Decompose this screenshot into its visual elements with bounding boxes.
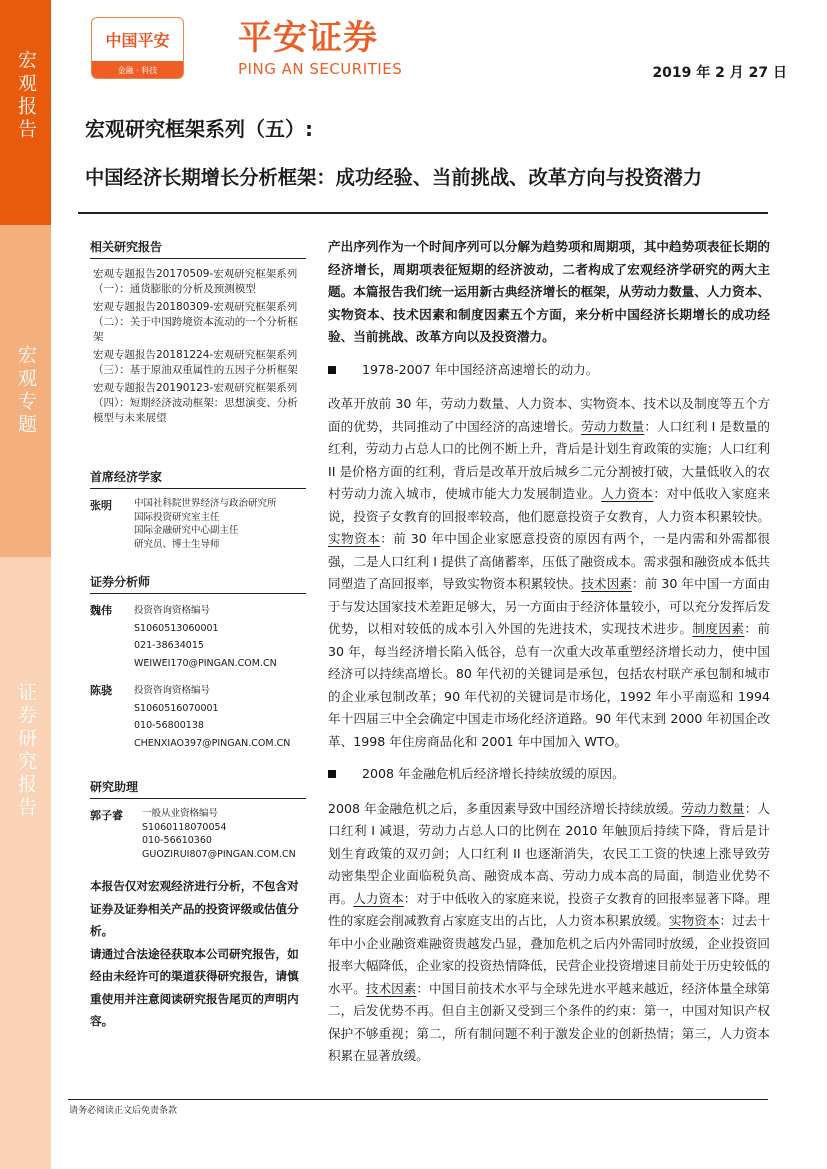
keyword-underlined: 技术因素 bbox=[365, 980, 417, 996]
body-text: ：中国目前技术水平与全球先进水平越来越近，经济体量全球第二，后发优势不再。但自主创新又受到三个条件的约束：第一，中国对知识产权保护不够重视；第二，所有制问题不利于激发企业的创新热情；第三，人力资本积累在显著放缓。 bbox=[328, 980, 771, 1063]
person-name: 郭子睿 bbox=[90, 809, 123, 822]
assistant-email[interactable]: GUOZIRUI807@PINGAN.COM.CN bbox=[142, 848, 296, 860]
sidebar-label: 证券研究报告 bbox=[15, 682, 37, 820]
person-name: 陈骁 bbox=[90, 684, 112, 697]
summary-lead: 产出序列作为一个时间序列可以分解为趋势项和周期项，其中趋势项表征长期的经济增长，周期项表征短期的经济波动，二者构成了宏观经济学研究的两大主题。本篇报告我们统一运用新古典经济增长的框架，从劳动力数量、人力资本、实物资本、技术因素和制度因素五个方面，来分析中国经济长期增长的成功经验、当前挑战、改革方向以及投资潜力。 bbox=[328, 239, 770, 344]
footer-divider bbox=[68, 1099, 768, 1100]
sidebar-band-securities-report bbox=[0, 557, 51, 1169]
chief-economist bbox=[90, 497, 306, 551]
person-info: 021-38634015 bbox=[134, 640, 204, 651]
body-text: 改革开放前 30 年，劳动力数量、人力资本、实物资本、技术以及制度等五个方面的优势，共同推动了中国经济的高速增长。 bbox=[328, 396, 770, 434]
person-info: 投资咨询资格编号 bbox=[134, 605, 211, 616]
section-heading-text: 2008 年金融危机后经济增长持续放缓的原因。 bbox=[362, 766, 625, 781]
logo-text-cn: 平安证券 bbox=[238, 18, 378, 58]
section-heading bbox=[328, 359, 770, 382]
person-info: S1060513060001 bbox=[134, 622, 219, 634]
main-body bbox=[328, 236, 770, 1078]
section-heading bbox=[328, 763, 770, 786]
person-info: S1060516070001 bbox=[134, 702, 219, 714]
related-reports-heading: 相关研究报告 bbox=[90, 238, 306, 259]
chief-economist-heading: 首席经济学家 bbox=[90, 468, 306, 489]
body-text: ：前 30 年中国企业家愿意投资的原因有两个，一是内需和外需都很强，二是人口红利 I 提供了高储蓄率，压低了融资成本。需求强和融资成本低共同塑造了高回报率，导致实物资本积累较快。 bbox=[328, 531, 770, 591]
keyword-underlined: 人力资本 bbox=[601, 486, 654, 501]
body-text: ：过去十年中小企业融资难融资贵越发凸显，叠加危机之后内外需同时放缓，企业投资回报率大幅降低，企业家的投资热情降低，民营企业投资增速目前处于历史较低的水平。 bbox=[328, 913, 771, 996]
sidebar-label: 宏观报告 bbox=[15, 50, 37, 142]
related-report-link[interactable]: 宏观专题报告20181224-宏观研究框架系列（三）：基于原油双重属性的五因子分析框架 bbox=[93, 349, 298, 376]
keyword-underlined: 实物资本 bbox=[328, 531, 381, 546]
disclaimer-notice bbox=[90, 875, 306, 1033]
notice-text: 本报告仅对宏观经济进行分析，不包含对证券及证券相关产品的投资评级或估值分析。 bbox=[90, 879, 299, 938]
body-text: 2008 年金融危机之后，多重因素导致中国经济增长持续放缓。 bbox=[328, 800, 682, 816]
body-text: ：前 30 年，每当经济增长陷入低谷，总有一次重大改革重塑经济增长动力，使中国经济可以持续高增长。80 年代初的关键词是承包，包括农村联产承包制和城市的企业承包制改革；90 年代初的关键词是市场化，1992 年小平南巡和 1994 年十四届三中全会确定中国走市场化经济道路。90 年代末到 2000 年初国企改革、1998 年住房商品化和 2001 年中国加入 WTO。 bbox=[328, 621, 771, 749]
logo-text-en: PING AN SECURITIES bbox=[238, 60, 403, 78]
research-assistant-heading: 研究助理 bbox=[90, 778, 306, 799]
body-paragraph bbox=[328, 798, 770, 1068]
ping-an-logo bbox=[91, 17, 184, 79]
report-title: 中国经济长期增长分析框架：成功经验、当前挑战、改革方向与投资潜力 bbox=[85, 166, 702, 189]
person-info: 中国社科院世界经济与政治研究所 bbox=[134, 498, 277, 509]
report-series-title: 宏观研究框架系列（五）: bbox=[85, 117, 313, 141]
keyword-underlined: 实物资本 bbox=[669, 913, 720, 928]
logo-text: 中国平安 bbox=[105, 31, 170, 50]
keyword-underlined: 劳动力数量 bbox=[681, 800, 745, 816]
body-text: ：人口红利 I 是数量的红利，劳动力占总人口的比例不断上升，背后是计划生育政策的实施；人口红利 II 是价格方面的红利，背后是改革开放后城乡二元分割被打破，大量低收入的农村劳动力流入城市，使城市能大力发展制造业。 bbox=[328, 418, 770, 501]
bullet-square-icon bbox=[328, 366, 336, 374]
related-reports-list bbox=[90, 267, 306, 426]
keyword-underlined: 制度因素 bbox=[692, 621, 745, 636]
body-text: ：前 30 年中国一方面由于与发达国家技术差距足够大，另一方面由于经济体量较小，可以充分发挥后发优势，以相对较低的成本引入外国的先进技术，实现技术进步。 bbox=[328, 576, 770, 636]
keyword-underlined: 劳动力数量 bbox=[581, 418, 645, 434]
ping-an-securities-logo bbox=[238, 18, 402, 78]
body-text: ：对于中低收入的家庭来说，投资子女教育的回报率显著下降。理性的家庭会削减教育占家庭支出的占比，人力资本积累放缓。 bbox=[328, 890, 771, 928]
research-assistant bbox=[90, 807, 306, 861]
bullet-square-icon bbox=[328, 770, 336, 778]
body-text: ：人口红利 I 减退，劳动力占总人口的比例在 2010 年触顶后持续下降，背后是计划生育政策的双刃剑；人口红利 II 也逐渐消失，农民工工资的快速上涨导致劳动密集型企业面临税负高、融资成本高、劳动力成本高的局面，制造业优势不再。 bbox=[328, 800, 771, 906]
person-info: S1060118070054 bbox=[142, 821, 227, 833]
left-column bbox=[90, 238, 306, 1033]
logo-tagline: 金融 · 科技 bbox=[92, 61, 183, 79]
sidebar-band-macro-topic bbox=[0, 225, 51, 557]
related-report-link[interactable]: 宏观专题报告20170509-宏观研究框架系列（一）：通货膨胀的分析及预测模型 bbox=[93, 268, 298, 295]
person-info: 010-56800138 bbox=[134, 720, 204, 731]
related-report-link[interactable]: 宏观专题报告20190123-宏观研究框架系列（四）：短期经济波动框架：思想演变、分析模型与未来展望 bbox=[93, 382, 298, 424]
person-name: 张明 bbox=[90, 499, 112, 512]
keyword-underlined: 人力资本 bbox=[353, 890, 404, 906]
analysts-heading: 证券分析师 bbox=[90, 573, 306, 594]
body-paragraph bbox=[328, 393, 770, 753]
analyst-email[interactable]: CHENXIAO397@PINGAN.COM.CN bbox=[134, 737, 291, 749]
person-info: 国际金融研究中心副主任 bbox=[134, 525, 239, 536]
person-info: 研究员、博士生导师 bbox=[134, 538, 220, 550]
sidebar-label: 宏观专题 bbox=[15, 345, 37, 437]
report-date: 2019 年 2 月 27 日 bbox=[652, 65, 787, 81]
footer-disclaimer: 请务必阅读正文后免责条款 bbox=[69, 1106, 178, 1116]
notice-text: 请通过合法途径获取本公司研究报告，如经由未经许可的渠道获得研究报告，请慎重使用并注意阅读研究报告尾页的声明内容。 bbox=[90, 946, 299, 1028]
body-text: ：对中低收入家庭来说，投资子女教育的回报率较高，他们愿意投资子女教育，人力资本积累较快。 bbox=[328, 486, 771, 524]
person-info: 一般从业资格编号 bbox=[142, 808, 219, 819]
person-name: 魏伟 bbox=[90, 604, 112, 617]
section-heading-text: 1978-2007 年中国经济高速增长的动力。 bbox=[362, 361, 599, 377]
analyst bbox=[90, 682, 306, 752]
person-info: 国际投资研究室主任 bbox=[134, 511, 220, 523]
title-divider bbox=[78, 212, 768, 214]
analyst bbox=[90, 602, 306, 672]
keyword-underlined: 技术因素 bbox=[581, 576, 632, 591]
person-info: 投资咨询资格编号 bbox=[134, 685, 211, 696]
related-report-link[interactable]: 宏观专题报告20180309-宏观研究框架系列（二）：关于中国跨境资本流动的一个分析框架 bbox=[93, 301, 298, 343]
analyst-email[interactable]: WEIWEI170@PINGAN.COM.CN bbox=[134, 657, 277, 669]
sidebar-band-macro-report bbox=[0, 0, 51, 225]
person-info: 010-56610360 bbox=[142, 835, 212, 846]
